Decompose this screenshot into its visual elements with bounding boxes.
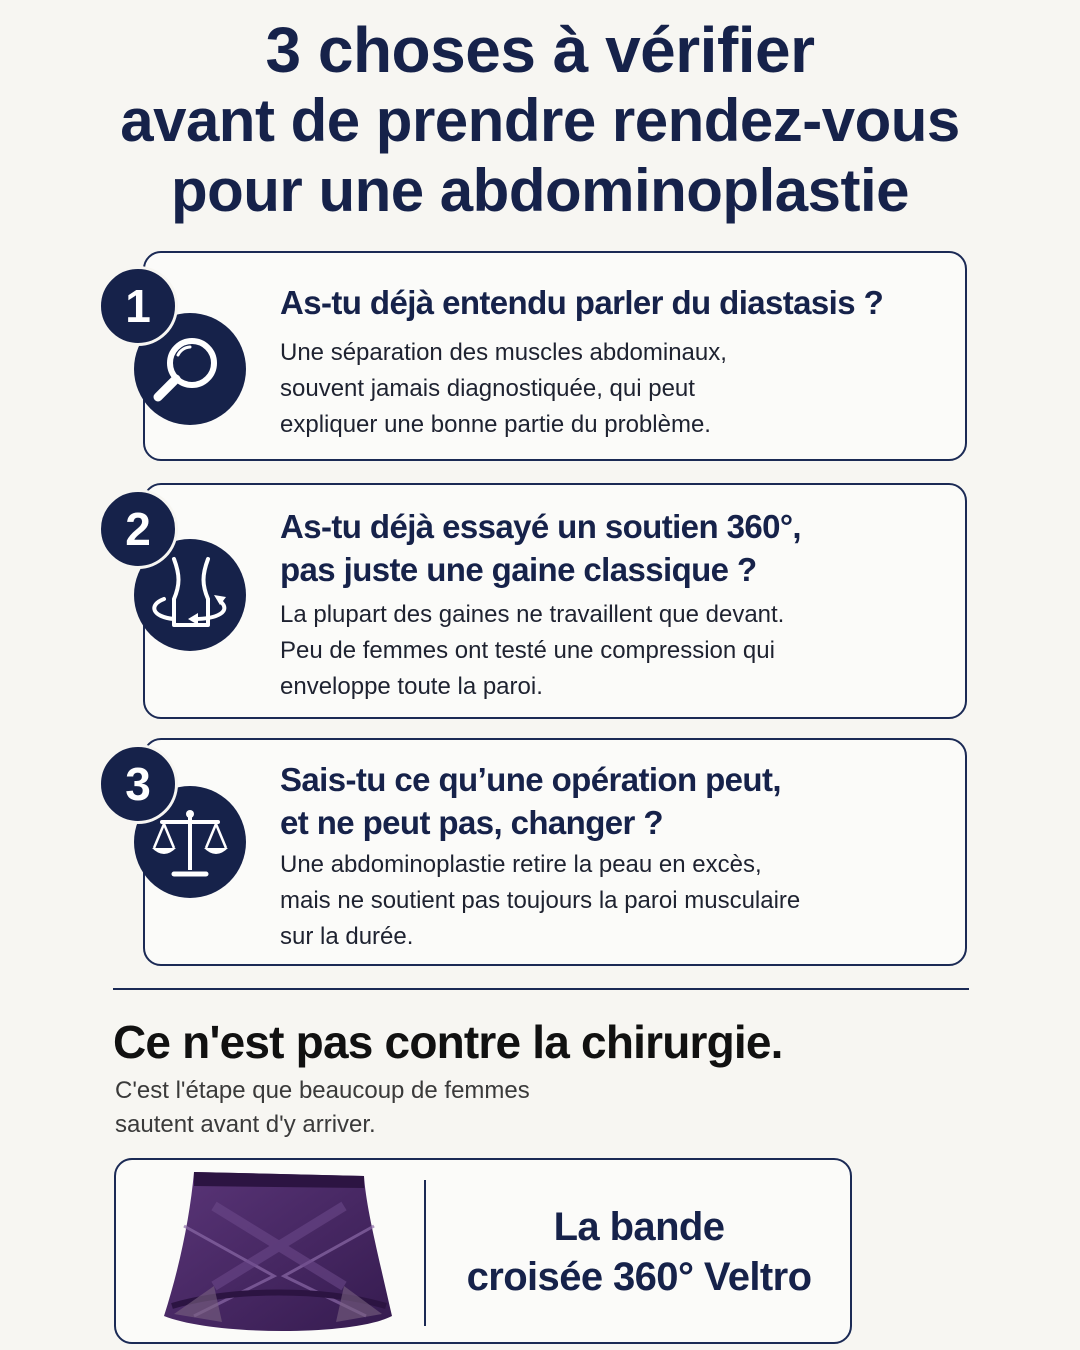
check-card-1 [143, 251, 967, 461]
card-1-description-line-3: expliquer une bonne partie du problème. [280, 411, 711, 438]
card-3-question-line-1: Sais-tu ce qu’une opération peut, [280, 761, 781, 798]
card-3-description-line-3: sur la durée. [280, 923, 414, 950]
conclusion-subtext [115, 1074, 615, 1142]
card-2-description-line-3: enveloppe toute la paroi. [280, 673, 543, 700]
card-3-description-line-2: mais ne soutient pas toujours la paroi musculaire [280, 887, 801, 914]
card-3-description [280, 847, 905, 955]
product-name-line-1: La bande [553, 1205, 725, 1249]
card-1-description-line-2: souvent jamais diagnostiquée, qui peut [280, 375, 695, 402]
step-number-badge-1: 1 [98, 266, 178, 346]
card-1-description-line-1: Une séparation des muscles abdominaux, [280, 339, 727, 366]
card-2-question-line-1: As-tu déjà essayé un soutien 360°, [280, 508, 801, 545]
card-1-question [280, 281, 945, 324]
title-line-3: pour une abdominoplastie [170, 157, 910, 224]
conclusion-subtext-line-1: C'est l'étape que beaucoup de femmes [115, 1077, 530, 1104]
card-2-description [280, 597, 905, 705]
conclusion-subtext-line-2: sautent avant d'y arriver. [115, 1111, 376, 1138]
conclusion-heading: Ce n'est pas contre la chirurgie. [113, 1016, 783, 1068]
section-divider [113, 988, 969, 990]
product-name-line-2: croisée 360° Veltro [466, 1255, 812, 1299]
purple-waist-band-image [154, 1166, 404, 1342]
check-card-3 [143, 738, 967, 966]
page-title [0, 14, 1080, 226]
check-card-2 [143, 483, 967, 719]
product-name [428, 1202, 850, 1302]
product-card[interactable] [114, 1158, 852, 1344]
card-2-description-line-2: Peu de femmes ont testé une compression qui [280, 637, 775, 664]
card-1-question-line-1: As-tu déjà entendu parler du diastasis ? [280, 284, 884, 321]
card-2-question-line-2: pas juste une gaine classique ? [280, 551, 757, 588]
title-line-1: 3 choses à vérifier [265, 14, 815, 86]
card-3-question [280, 758, 945, 844]
card-2-question [280, 505, 945, 591]
card-1-description [280, 335, 905, 443]
product-separator [424, 1180, 426, 1326]
card-3-description-line-1: Une abdominoplastie retire la peau en excès, [280, 851, 762, 878]
title-line-2: avant de prendre rendez-vous [120, 87, 960, 154]
step-number-badge-2: 2 [98, 489, 178, 569]
card-2-description-line-1: La plupart des gaines ne travaillent que devant. [280, 601, 785, 628]
card-3-question-line-2: et ne peut pas, changer ? [280, 804, 663, 841]
step-number-badge-3: 3 [98, 744, 178, 824]
